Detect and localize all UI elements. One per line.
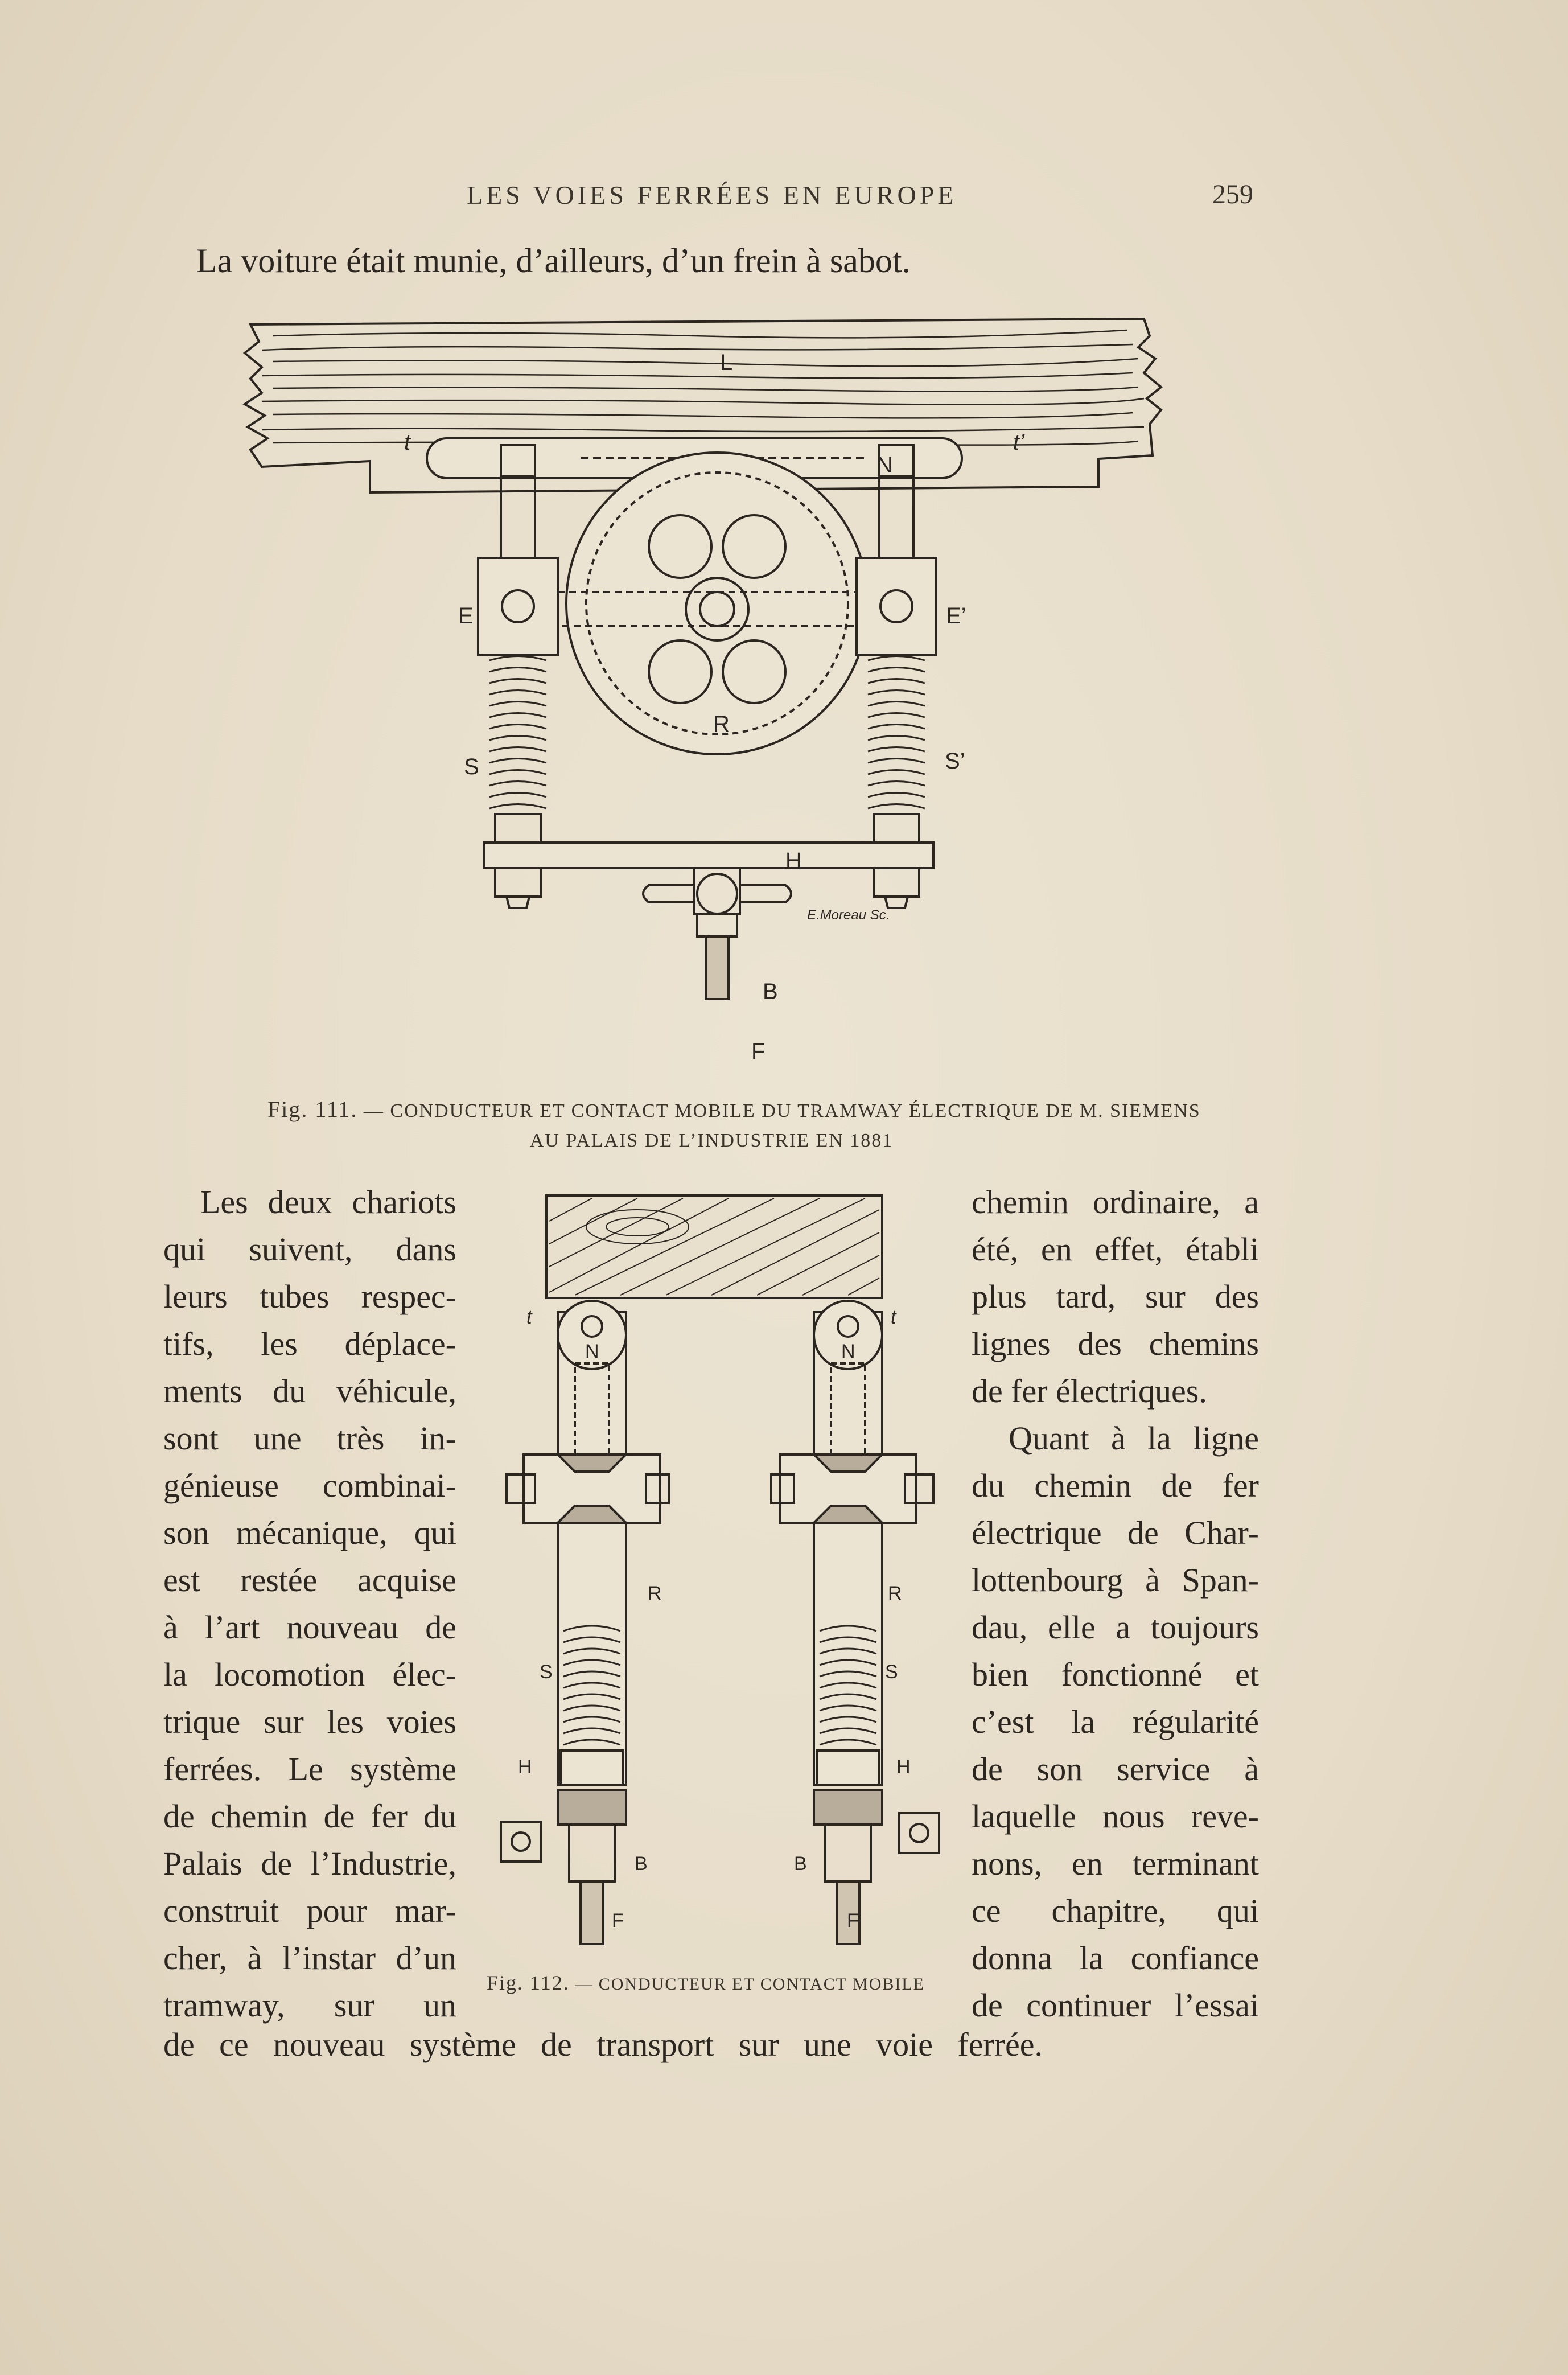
left-line: est restée acquise	[163, 1562, 456, 1599]
fig112-label-H-right: H	[896, 1756, 911, 1778]
left-line: la locomotion élec-	[163, 1656, 456, 1693]
fig111-label-R: R	[713, 712, 730, 737]
fig112-label-N-right: N	[841, 1341, 855, 1362]
right-line: chemin ordinaire, a	[972, 1184, 1259, 1221]
page-number: 259	[1212, 179, 1253, 209]
left-line: tramway, sur un	[163, 1987, 456, 2024]
right-line: bien fonctionné et	[972, 1656, 1259, 1693]
fig112-label-N-left: N	[585, 1341, 599, 1362]
fig111-caption-line1	[267, 1096, 1201, 1123]
left-line: qui suivent, dans	[163, 1231, 456, 1268]
fig112-label-B-left: B	[635, 1853, 648, 1875]
right-line: ce chapitre, qui	[972, 1892, 1259, 1929]
fig111-label-H: H	[785, 848, 802, 873]
fig112-label-F-left: F	[612, 1910, 624, 1932]
right-line: de fer électriques.	[972, 1373, 1207, 1410]
right-line: été, en effet, établi	[972, 1231, 1259, 1268]
fig111-label-S-prime: S’	[945, 749, 965, 774]
fig111-label-N: N	[876, 453, 893, 478]
left-line: construit pour mar-	[163, 1892, 456, 1929]
left-line: leurs tubes respec-	[163, 1278, 456, 1315]
right-line: de continuer l’essai	[972, 1987, 1259, 2024]
fig111-label-F: F	[751, 1039, 766, 1064]
left-line: Les deux chariots	[200, 1184, 456, 1221]
right-line: de son service à	[972, 1751, 1259, 1788]
right-line: Quant à la ligne	[1009, 1420, 1259, 1457]
right-line: du chemin de fer	[972, 1467, 1259, 1504]
right-line: donna la confiance	[972, 1940, 1259, 1977]
running-title: LES VOIES FERRÉES EN EUROPE	[467, 180, 957, 209]
fig112-label-B-right: B	[794, 1853, 807, 1875]
right-line: c’est la régularité	[972, 1703, 1259, 1740]
left-line: de chemin de fer du	[163, 1798, 456, 1835]
fig111-caption-text: — CONDUCTEUR ET CONTACT MOBILE DU TRAMWAY ÉLECTRIQUE DE M. SIEMENS	[363, 1100, 1201, 1121]
fig111-caption-label: Fig. 111.	[267, 1096, 358, 1122]
fig112-label-R-right: R	[888, 1583, 902, 1604]
final-line: de ce nouveau système de transport sur une voie ferrée.	[163, 2026, 1043, 2063]
left-line: ferrées. Le système	[163, 1751, 456, 1788]
fig111-label-t: t	[404, 430, 411, 455]
right-line: lottenbourg à Span-	[972, 1562, 1259, 1599]
left-line: Palais de l’Industrie,	[163, 1845, 456, 1882]
fig111-label-S: S	[464, 754, 479, 779]
fig112-label-S-right: S	[885, 1661, 898, 1683]
left-line: ments du véhicule,	[163, 1373, 456, 1410]
left-line: son mécanique, qui	[163, 1514, 456, 1551]
left-column	[163, 1178, 456, 2029]
fig112-caption-label: Fig. 112.	[487, 1971, 570, 1994]
right-line: laquelle nous reve-	[972, 1798, 1259, 1835]
fig112-caption-text: — CONDUCTEUR ET CONTACT MOBILE	[575, 1975, 925, 1994]
fig111-label-t-prime: t’	[1013, 430, 1024, 455]
fig112-label-t-right: t	[891, 1306, 896, 1328]
fig112-label-F-right: F	[847, 1910, 859, 1932]
left-line: tifs, les déplace-	[163, 1325, 456, 1362]
right-line: nons, en terminant	[972, 1845, 1259, 1882]
fig111-engraver-signature: E.Moreau Sc.	[807, 907, 890, 923]
fig112-label-R-left: R	[648, 1583, 662, 1604]
fig111-label-B: B	[763, 979, 778, 1004]
fig112-label-t-left: t	[526, 1306, 532, 1328]
fig112-caption	[487, 1971, 925, 1995]
left-line: cher, à l’instar d’un	[163, 1940, 456, 1977]
left-line: trique sur les voies	[163, 1703, 456, 1740]
right-line: dau, elle a toujours	[972, 1609, 1259, 1646]
right-line: plus tard, sur des	[972, 1278, 1259, 1315]
fig112-label-H-left: H	[518, 1756, 532, 1778]
figure-111-engraving	[239, 313, 1178, 1082]
right-column	[972, 1178, 1259, 2029]
left-line: sont une très in-	[163, 1420, 456, 1457]
intro-line: La voiture était munie, d’ailleurs, d’un frein à sabot.	[196, 242, 911, 280]
left-line: génieuse combinai-	[163, 1467, 456, 1504]
left-line: à l’art nouveau de	[163, 1609, 456, 1646]
right-line: électrique de Char-	[972, 1514, 1259, 1551]
fig112-label-S-left: S	[540, 1661, 553, 1683]
fig111-label-E-prime: E’	[946, 603, 966, 628]
right-line: lignes des chemins	[972, 1325, 1259, 1362]
fig111-label-E: E	[458, 603, 474, 628]
fig111-caption-line2: AU PALAIS DE L’INDUSTRIE EN 1881	[529, 1130, 894, 1151]
figure-112-engraving	[495, 1187, 945, 1964]
fig111-label-L: L	[720, 350, 733, 375]
